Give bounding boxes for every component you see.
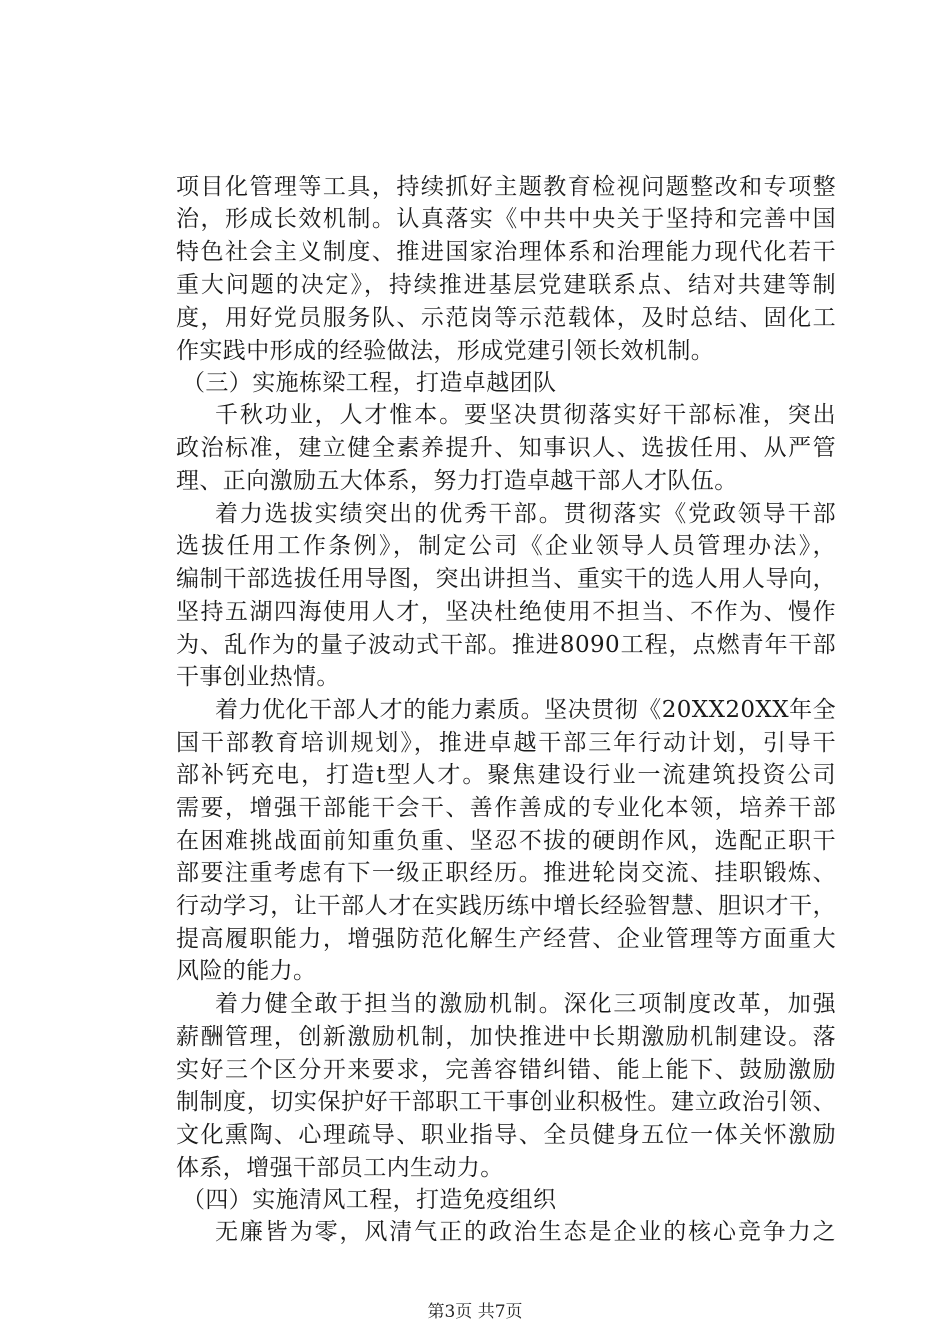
text-line: 度，用好党员服务队、示范岗等示范载体，及时总结、固化工: [176, 305, 836, 331]
text-line: 行动学习，让干部人才在实践历练中增长经验智慧、胆识才干，: [176, 893, 836, 919]
text-line: 编制干部选拔任用导图，突出讲担当、重实干的选人用人导向，: [176, 566, 836, 592]
text-line: 文化熏陶、心理疏导、职业指导、全员健身五位一体关怀激励: [176, 1122, 836, 1148]
text-line: 部补钙充电，打造t型人才。聚焦建设行业一流建筑投资公司: [176, 762, 836, 788]
section-heading: （四）实施清风工程，打造免疫组织: [182, 1187, 557, 1213]
paragraph-first-line: 千秋功业，人才惟本。要坚决贯彻落实好干部标准，突出: [215, 402, 836, 428]
text-line: 提高履职能力，增强防范化解生产经营、企业管理等方面重大: [176, 926, 836, 952]
text-line: 特色社会主义制度、推进国家治理体系和治理能力现代化若干: [176, 239, 836, 265]
text-line: 干事创业热情。: [176, 664, 340, 690]
text-line: 在困难挑战面前知重负重、坚忍不拔的硬朗作风，选配正职干: [176, 828, 836, 854]
text-line: 坚持五湖四海使用人才，坚决杜绝使用不担当、不作为、慢作: [176, 599, 836, 625]
text-line: 理、正向激励五大体系，努力打造卓越干部人才队伍。: [176, 468, 738, 494]
text-line: 选拔任用工作条例》，制定公司《企业领导人员管理办法》，: [176, 533, 836, 559]
paragraph-first-line: 着力选拔实绩突出的优秀干部。贯彻落实《党政领导干部: [215, 501, 836, 527]
text-line: 重大问题的决定》，持续推进基层党建联系点、结对共建等制: [176, 272, 836, 298]
text-line: 国干部教育培训规划》，推进卓越干部三年行动计划，引导干: [176, 730, 836, 756]
text-line: 需要，增强干部能干会干、善作善成的专业化本领，培养干部: [176, 795, 836, 821]
text-line: 项目化管理等工具，持续抓好主题教育检视问题整改和专项整: [176, 174, 836, 200]
text-line: 部要注重考虑有下一级正职经历。推进轮岗交流、挂职锻炼、: [176, 860, 836, 886]
text-line: 薪酬管理，创新激励机制，加快推进中长期激励机制建设。落: [176, 1024, 836, 1050]
text-line: 政治标准，建立健全素养提升、知事识人、选拔任用、从严管: [176, 435, 836, 461]
paragraph-first-line: 无廉皆为零，风清气正的政治生态是企业的核心竞争力之: [215, 1219, 836, 1245]
text-line: 体系，增强干部员工内生动力。: [176, 1155, 504, 1181]
text-line: 治，形成长效机制。认真落实《中共中央关于坚持和完善中国: [176, 206, 836, 232]
text-line: 为、乱作为的量子波动式干部。推进8090工程，点燃青年干部: [176, 632, 836, 658]
page-number-footer: 第3页 共7页: [427, 1302, 523, 1322]
text-line: 风险的能力。: [176, 958, 317, 984]
paragraph-first-line: 着力健全敢于担当的激励机制。深化三项制度改革，加强: [215, 991, 836, 1017]
text-line: 制制度，切实保护好干部职工干事创业积极性。建立政治引领、: [176, 1089, 836, 1115]
text-line: 实好三个区分开来要求，完善容错纠错、能上能下、鼓励激励: [176, 1057, 836, 1083]
paragraph-first-line: 着力优化干部人才的能力素质。坚决贯彻《20XX20XX年全: [215, 697, 836, 723]
text-line: 作实践中形成的经验做法，形成党建引领长效机制。: [176, 338, 715, 364]
section-heading: （三）实施栋梁工程，打造卓越团队: [182, 370, 557, 396]
